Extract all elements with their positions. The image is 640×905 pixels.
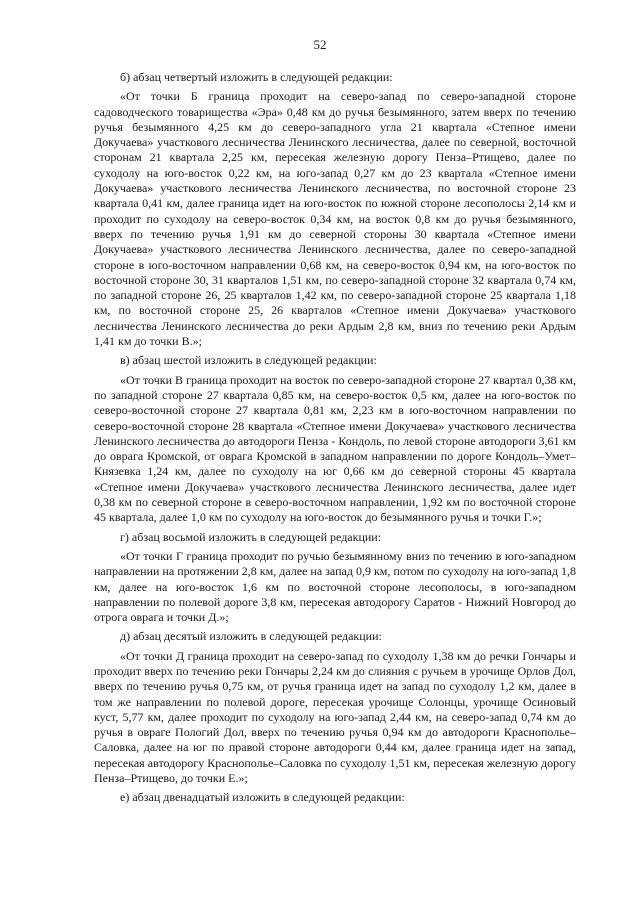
amendment-heading-g: г) абзац восьмой изложить в следующей редакции: (120, 529, 382, 544)
amendment-text-b: «От точки Б граница проходит на северо-запад по северо-западной стороне садоводческого товарищества «Эра» 0,48 км до ручья безымянного, затем вверх по течению ручья безымянного 4,25 км до северо-западного угла 21 квартала «Степное имени Докучаева» участкового лесничества Ленинского лесничества, далее по северной, восточной сторонам 21 квартала 2,25 км, пересекая железную дорогу Пенза–Ртищево, далее по суходолу на юго-восток 0,22 км, на юго-запад 0,27 км до 23 квартала «Степное имени Докучаева» участкового лесничества Ленинского лесничества, по восточной стороне 23 квартала 0,41 км, далее граница идет на юго-восток по южной стороне лесополосы 2,14 км и проходит по суходолу на северо-восток 0,34 км, на восток 0,8 км до ручья безымянного, вверх по течению ручья 1,91 км до северной стороны 30 квартала «Степное имени Докучаева» участкового лесничества Ленинского лесничества, далее по северо-западной стороне в юго-восточном направлении 0,68 км, на северо-восток 0,94 км, на юго-восток по восточной стороне 30, 31 кварталов 1,51 км, по северо-западной стороне 32 квартала 0,74 км, по западной стороне 26, 25 кварталов 1,42 км, по северо-западной стороне 25 квартала 1,18 км, по восточной стороне 25, 26 кварталов «Степное имени Докучаева» участкового лесничества Ленинского лесничества до реки Ардым 2,8 км, вниз по течению реки Ардым 1,41 км до точки В.»; (94, 89, 576, 349)
amendment-heading-d: д) абзац десятый изложить в следующей редакции: (120, 629, 382, 644)
amendment-text-v: «От точки В граница проходит на восток по северо-западной стороне 27 квартал 0,38 км, по западной стороне 27 квартала 0,85 км, на северо-восток 0,5 км, далее на юго-восток по северо-восточной стороне 27 квартала 0,81 км, 2,23 км в юго-восточном направлении по северо-восточной стороне 28 квартала «Степное имени Докучаева» участкового лесничества Ленинского лесничества до автодороги Пенза - Кондоль, по левой стороне автодороги 3,61 км до оврага Кромской, от оврага Кромской в западном направлении по дороге Кондоль–Умет–Князевка 1,24 км, далее по суходолу на юг 0,66 км до северной стороны 45 квартала «Степное имени Докучаева» участкового лесничества Ленинского лесничества, далее идет 0,38 км по северной стороне в северо-восточном направлении, 1,92 км по восточной стороне 45 квартала, далее 1,0 км по суходолу на юго-восток до безымянного ручья и точки Г.»; (94, 372, 576, 525)
amendment-text-g: «От точки Г граница проходит по ручью безымянному вниз по течению в юго-западном направлении на протяжении 2,8 км, далее на запад 0,9 км, потом по суходолу на юго-запад 1,8 км, далее на юго-восток 1,6 км по восточной стороне лесополосы, в юго-западном направлении по полевой дороге 3,8 км, пересекая автодорогу Саратов - Нижний Новгород до отрога оврага и точки Д.»; (94, 548, 576, 625)
document-body (94, 70, 576, 810)
page-number: 52 (313, 37, 327, 52)
amendment-heading-v: в) абзац шестой изложить в следующей редакции: (120, 353, 377, 368)
amendment-text-d: «От точки Д граница проходит на северо-запад по суходолу 1,38 км до речки Гончары и проходит вверх по течению реки Гончары 2,24 км до слияния с ручьем в урочище Орлов Дол, вверх по течению ручья 0,75 км, от ручья граница идет на запад по суходолу 1,2 км, далее в том же направлении по полевой дороге, пересекая урочище Солонцы, урочище Осиновый куст, 5,77 км, далее проходит по суходолу на юго-запад 2,44 км, на северо-запад 0,74 км до ручья в овраге Пологий Дол, вверх по течению ручья 0,94 км до автодороги Краснополье–Саловка, далее на юг по правой стороне автодороги 0,44 км, далее граница идет на запад, пересекая автодорогу Краснополье–Саловка по суходолу 1,51 км, пересекая железную дорогу Пенза–Ртищево, до точки Е.»; (94, 648, 576, 786)
amendment-heading-e: е) абзац двенадцатый изложить в следующей редакции: (120, 790, 405, 805)
amendment-heading-b: б) абзац четвертый изложить в следующей редакции: (120, 70, 393, 84)
